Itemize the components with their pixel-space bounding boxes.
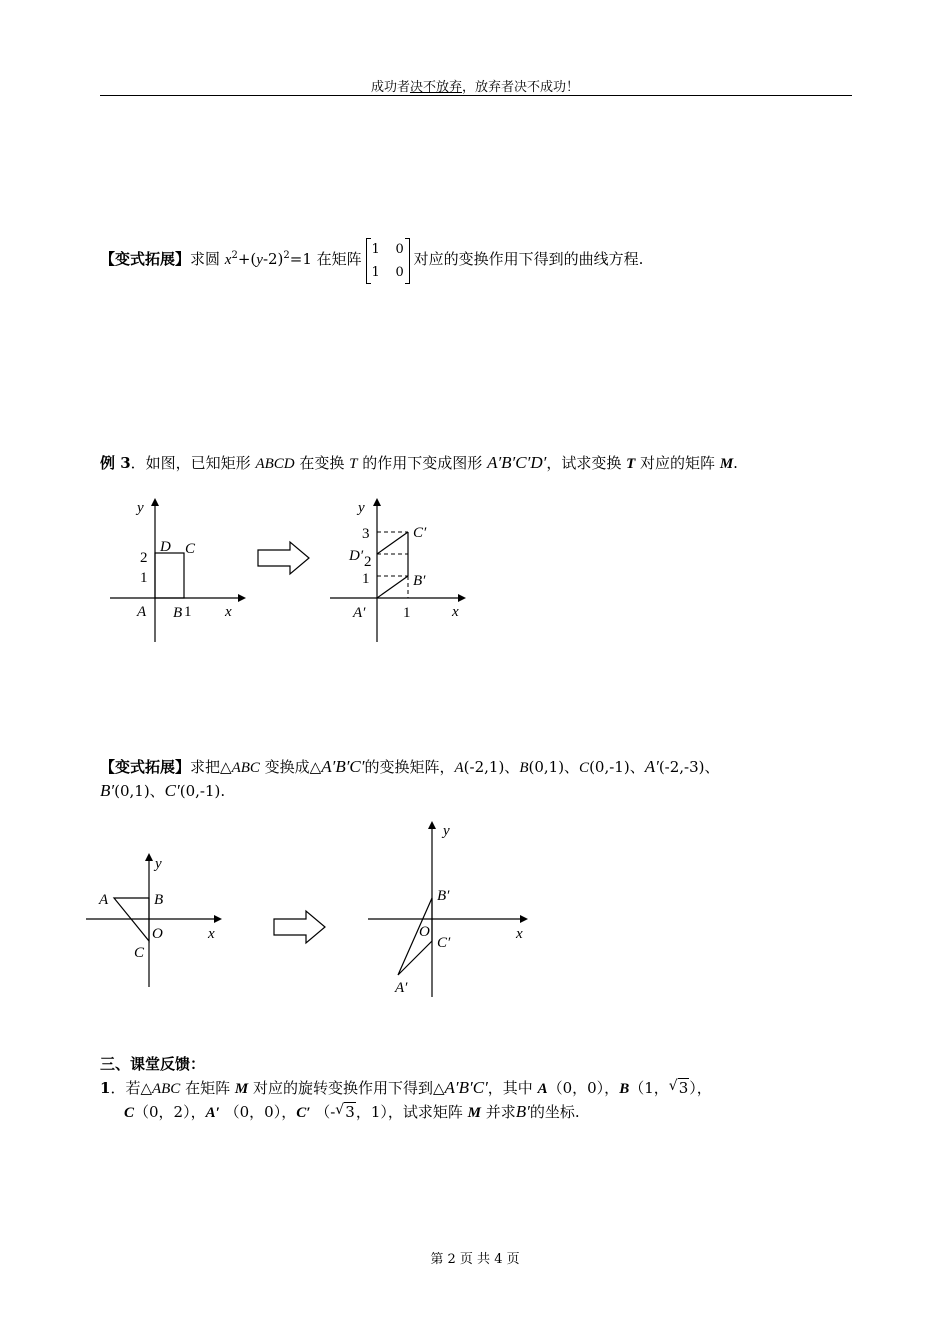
- var-abc: ABC: [231, 760, 260, 776]
- figure-2: [0, 815, 950, 1005]
- y-axis-arrow-icon: [373, 498, 381, 506]
- text: =1 在矩阵: [289, 250, 362, 268]
- text: (0,-1)、: [589, 758, 645, 776]
- matrix-cell: 1: [371, 242, 380, 257]
- text: ，试求变换: [546, 454, 627, 472]
- var-abc-prime: A′B′C′: [444, 1078, 488, 1097]
- text: 在矩阵: [180, 1079, 235, 1097]
- text: 求把△: [190, 758, 232, 776]
- matrix-cell: 0: [395, 265, 404, 280]
- variation-1: [100, 238, 643, 282]
- header-rule: [100, 95, 852, 96]
- point-label-c: C: [185, 541, 196, 557]
- page-header: [0, 76, 950, 95]
- tick-label-x-1: 1: [184, 604, 192, 620]
- text: 对应的矩阵: [635, 454, 720, 472]
- text: 在变换: [294, 454, 350, 472]
- sqrt-3: [669, 1077, 690, 1099]
- tick-label-y-2: 2: [140, 550, 148, 566]
- point-label-b: B: [173, 605, 183, 621]
- point-label-a: A: [99, 892, 109, 908]
- text: (0,-1).: [179, 782, 226, 800]
- sqrt-3: [335, 1101, 356, 1123]
- x-axis-arrow-icon: [214, 915, 222, 923]
- matrix: [366, 238, 410, 282]
- edge-c-d: [377, 532, 408, 554]
- x-axis-arrow-icon: [238, 594, 246, 602]
- text: +(: [237, 250, 257, 268]
- text: ，其中: [487, 1079, 538, 1097]
- text: （0，0），: [219, 1103, 297, 1121]
- question-number: 1: [100, 1079, 111, 1097]
- y-axis-arrow-icon: [151, 498, 159, 506]
- exponent: 2: [283, 250, 290, 261]
- y-axis-arrow-icon: [428, 821, 436, 829]
- header-text-underlined: 决不放弃: [409, 80, 462, 95]
- text: 对应的变换作用下得到的曲线方程.: [413, 250, 644, 268]
- figure-1-right: [330, 498, 466, 642]
- sqrt-arg: 3: [678, 1079, 689, 1097]
- var-c-prime: C′: [164, 781, 180, 800]
- text: 对应的旋转变换作用下得到△: [248, 1079, 445, 1097]
- point-label-d-prime: D′: [349, 548, 364, 564]
- point-label-b: B: [154, 892, 164, 908]
- figure-1: [0, 490, 950, 660]
- point-label-o: O: [419, 924, 430, 940]
- var-c: C: [124, 1105, 135, 1121]
- text: .: [733, 454, 738, 472]
- point-label-c-prime: C′: [413, 525, 427, 541]
- variation-tag: 【变式拓展】: [100, 250, 191, 268]
- var-abcd-prime: A′B′C′D′: [487, 453, 547, 472]
- matrix-cell: 1: [371, 265, 380, 280]
- axis-label-y: y: [443, 823, 450, 839]
- var-c-prime: C′: [296, 1105, 311, 1121]
- var-a: A: [454, 760, 464, 776]
- variation-2: [100, 756, 720, 779]
- axis-label-y: y: [137, 500, 144, 516]
- var-b-prime: B′: [515, 1102, 530, 1121]
- feedback-heading: 三、课堂反馈：: [100, 1055, 206, 1073]
- tick-label-y-1: 1: [140, 570, 148, 586]
- axis-label-y: y: [358, 500, 365, 516]
- text: ，1），试求矩阵: [355, 1103, 468, 1121]
- var-abcd: ABCD: [255, 456, 295, 472]
- y-axis-arrow-icon: [145, 853, 153, 861]
- transform-arrow-icon: [258, 542, 309, 574]
- var-c: C: [579, 760, 590, 776]
- figure-2-right: [368, 821, 528, 997]
- figure-2-left: [86, 853, 222, 987]
- page-footer: 第 2 页 共 4 页: [430, 1252, 520, 1267]
- figure-1-left: [110, 498, 246, 642]
- text: 变换成△: [259, 758, 322, 776]
- var-t: T: [626, 456, 636, 472]
- tick-label-y-1: 1: [362, 571, 370, 587]
- text: (-2,-3)、: [658, 758, 720, 776]
- point-label-b-prime: B′: [413, 573, 426, 589]
- point-label-a: A: [137, 604, 147, 620]
- exponent: 2: [231, 250, 238, 261]
- text: -2): [262, 250, 284, 268]
- var-y: y: [256, 252, 263, 268]
- point-label-d: D: [160, 539, 171, 555]
- axis-label-y: y: [155, 856, 162, 872]
- text: ），: [689, 1079, 712, 1097]
- var-t: T: [349, 456, 358, 472]
- axis-label-x: x: [452, 604, 459, 620]
- var-abc: ABC: [151, 1081, 181, 1097]
- var-a: A: [537, 1081, 548, 1097]
- text: 的坐标.: [529, 1103, 580, 1121]
- point-label-c: C: [134, 945, 145, 961]
- text: 的作用下变成图形: [357, 454, 488, 472]
- text: 并求: [480, 1103, 516, 1121]
- text: （0，2），: [134, 1103, 206, 1121]
- feedback-question-1: [100, 1077, 712, 1100]
- header-text-post: ，放弃者决不成功！: [462, 80, 580, 95]
- tick-label-x-1: 1: [403, 605, 411, 621]
- axis-label-x: x: [516, 926, 523, 942]
- var-m: M: [234, 1081, 249, 1097]
- transform-arrow-icon: [274, 911, 325, 943]
- tick-label-y-3: 3: [362, 526, 370, 542]
- matrix-cell: 0: [395, 242, 404, 257]
- axis-label-x: x: [208, 926, 215, 942]
- point-label-a-prime: A′: [395, 980, 408, 996]
- example-3: [100, 452, 738, 475]
- var-b: B: [619, 1081, 630, 1097]
- x-axis-arrow-icon: [458, 594, 466, 602]
- radical-sign-icon: √: [335, 1102, 345, 1118]
- text: (0,1)、: [528, 758, 580, 776]
- variation-tag: 【变式拓展】: [100, 758, 191, 776]
- header-text-pre: 成功者: [370, 80, 410, 95]
- sqrt-arg: 3: [345, 1103, 355, 1121]
- matrix-right-bracket: [405, 238, 410, 284]
- text: ．若△: [110, 1079, 152, 1097]
- var-m: M: [467, 1105, 481, 1121]
- axis-label-x: x: [225, 604, 232, 620]
- text: (-2,1)、: [463, 758, 520, 776]
- var-a-prime: A′: [205, 1105, 220, 1121]
- text: （-: [310, 1103, 336, 1121]
- var-b-prime: B′: [100, 781, 115, 800]
- text: (0,1)、: [114, 782, 165, 800]
- var-b: B: [519, 760, 529, 776]
- x-axis-arrow-icon: [520, 915, 528, 923]
- var-m: M: [719, 456, 734, 472]
- var-x: x: [224, 252, 232, 268]
- point-label-b-prime: B′: [437, 888, 450, 904]
- point-label-o: O: [152, 926, 163, 942]
- variation-2-line-2: [100, 780, 225, 802]
- point-label-a-prime: A′: [353, 605, 366, 621]
- point-label-c-prime: C′: [437, 935, 451, 951]
- tick-label-y-2: 2: [364, 554, 372, 570]
- feedback-question-1-line-2: [124, 1101, 580, 1124]
- radical-sign-icon: √: [668, 1078, 678, 1094]
- rectangle-abcd: [155, 553, 184, 598]
- edge-a-b: [377, 576, 408, 598]
- example-label: 例 3: [100, 454, 131, 472]
- text: （0，0），: [547, 1079, 620, 1097]
- text: （1，: [629, 1079, 669, 1097]
- var-abc-prime: A′B′C′: [321, 757, 365, 776]
- text: 的变换矩阵，: [364, 758, 455, 776]
- var-a-prime: A′: [644, 757, 659, 776]
- text: ．如图，已知矩形: [130, 454, 256, 472]
- text: 求圆: [190, 250, 225, 268]
